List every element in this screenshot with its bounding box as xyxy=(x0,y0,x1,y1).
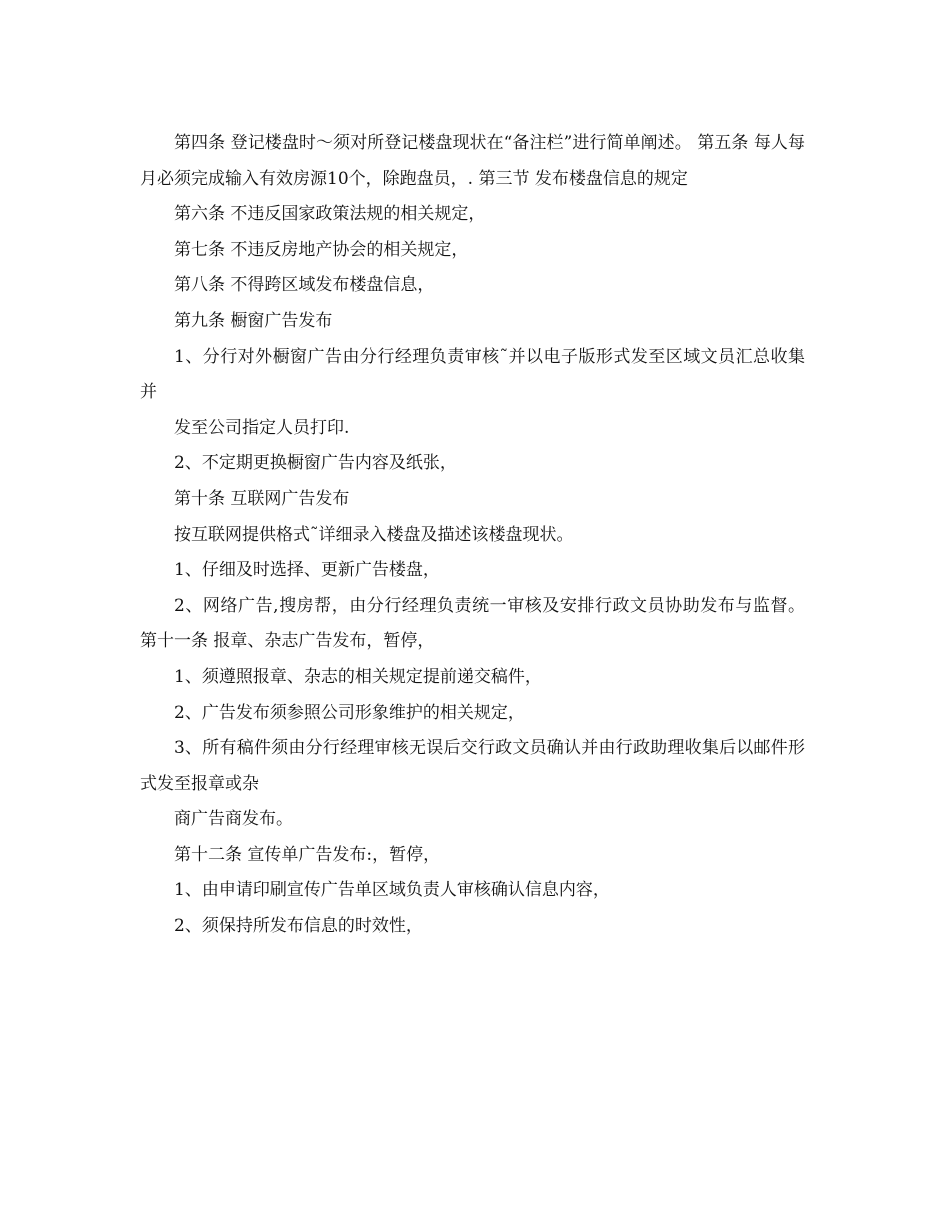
paragraph-article-11-item-3-cont: 商广告商发布。 xyxy=(174,809,293,830)
paragraph-article-8: 第八条 不得跨区域发布楼盘信息， xyxy=(174,275,435,296)
document-body xyxy=(140,126,805,945)
paragraph-article-12-item-2: 2、须保持所发布信息的时效性， xyxy=(174,916,423,937)
paragraph-article-9-item-1-cont: 发至公司指定人员打印. xyxy=(174,417,350,438)
paragraph-article-11-item-2: 2、广告发布须参照公司形象维护的相关规定， xyxy=(174,702,525,723)
paragraph-article-11-item-1: 1、须遵照报章、杂志的相关规定提前递交稿件， xyxy=(174,666,542,687)
paragraph-article-10-heading: 第十条 互联网广告发布 xyxy=(174,488,350,509)
paragraph-article-7: 第七条 不违反房地产协会的相关规定， xyxy=(174,239,469,260)
paragraph-article-9-item-2: 2、不定期更换橱窗广告内容及纸张， xyxy=(174,453,457,474)
paragraph-article-10-intro: 按互联网提供格式˜详细录入楼盘及描述该楼盘现状。 xyxy=(174,524,574,545)
paragraph-article-12-item-1: 1、由申请印刷宣传广告单区域负责人审核确认信息内容， xyxy=(174,880,610,901)
paragraph-article-6: 第六条 不违反国家政策法规的相关规定， xyxy=(174,204,486,225)
paragraph-article-9-heading: 第九条 橱窗广告发布 xyxy=(174,310,333,331)
paragraph-article-4-5: 第四条 登记楼盘时～须对所登记楼盘现状在“备注栏”进行简单阐述。 第五条 每人每月必须完成输入有效房源10个，除跑盘员，. 第三节 发布楼盘信息的规定 xyxy=(140,133,805,189)
paragraph-article-10-item-2: 2、网络广告,搜房帮，由分行经理负责统一审核及安排行政文员协助发布与监督。 第十一条 报章、杂志广告发布，暂停， xyxy=(140,595,805,652)
paragraph-article-12-heading: 第十二条 宣传单广告发布:，暂停， xyxy=(174,844,441,865)
paragraph-article-9-item-1: 1、分行对外橱窗广告由分行经理负责审核˜并以电子版形式发至区域文员汇总收集并 xyxy=(140,346,805,403)
paragraph-article-11-item-3: 3、所有稿件须由分行经理审核无误后交行政文员确认并由行政助理收集后以邮件形式发至报章或杂 xyxy=(140,738,805,794)
paragraph-article-10-item-1: 1、仔细及时选择、更新广告楼盘， xyxy=(174,560,440,581)
